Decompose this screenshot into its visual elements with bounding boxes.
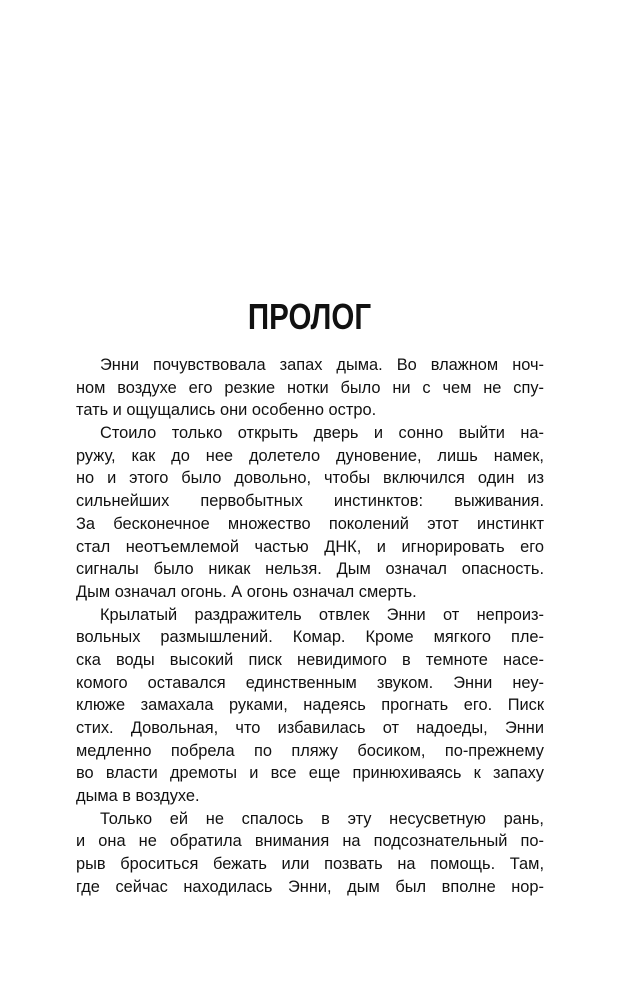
- body-text: [76, 354, 544, 899]
- paragraph: [76, 422, 544, 604]
- text-line: тать и ощущались они особенно остро.: [76, 401, 377, 420]
- text-line: медленно побрела по пляжу босиком, по-прежнему: [76, 741, 544, 760]
- text-line: ска воды высокий писк невидимого в темноте насе-: [76, 650, 544, 669]
- text-line: клюже замахала руками, надеясь прогнать его. Писк: [76, 696, 544, 715]
- text-line: но и этого было довольно, чтобы включился один из: [76, 469, 544, 488]
- paragraph: [76, 808, 544, 899]
- text-line: вольных размышлений. Комар. Кроме мягкого пле-: [76, 628, 544, 647]
- text-line: дыма в воздухе.: [76, 787, 200, 806]
- paragraph: [76, 354, 544, 422]
- text-line: ружу, как до нее долетело дуновение, лишь намек,: [76, 446, 544, 465]
- text-line: сильнейших первобытных инстинктов: выживания.: [76, 492, 544, 511]
- paragraph: [76, 604, 544, 808]
- text-line: Дым означал огонь. А огонь означал смерть.: [76, 582, 417, 601]
- chapter-title: ПРОЛОГ: [247, 296, 372, 337]
- text-line: За бесконечное множество поколений этот инстинкт: [76, 514, 544, 533]
- text-line: Крылатый раздражитель отвлек Энни от непроиз-: [100, 605, 544, 624]
- text-line: Энни почувствовала запах дыма. Во влажном ноч-: [100, 356, 544, 374]
- text-line: во власти дремоты и все еще принюхиваясь к запаху: [76, 764, 544, 783]
- text-line: рыв броситься бежать или позвать на помощь. Там,: [76, 855, 544, 874]
- text-line: где сейчас находилась Энни, дым был вполне нор-: [76, 877, 544, 896]
- text-line: сигналы было никак нельзя. Дым означал опасность.: [76, 560, 544, 579]
- text-line: стих. Довольная, что избавилась от надоеды, Энни: [76, 719, 544, 737]
- text-line: Только ей не спалось в эту несусветную рань,: [100, 809, 544, 828]
- text-line: комого оставался единственным звуком. Энни неу-: [76, 673, 544, 692]
- text-line: стал неотъемлемой частью ДНК, и игнорировать его: [76, 537, 544, 556]
- text-line: и она не обратила внимания на подсознательный по-: [76, 832, 544, 851]
- text-line: ном воздухе его резкие нотки было ни с чем не спу-: [76, 378, 544, 397]
- text-line: Стоило только открыть дверь и сонно выйти на-: [100, 424, 544, 443]
